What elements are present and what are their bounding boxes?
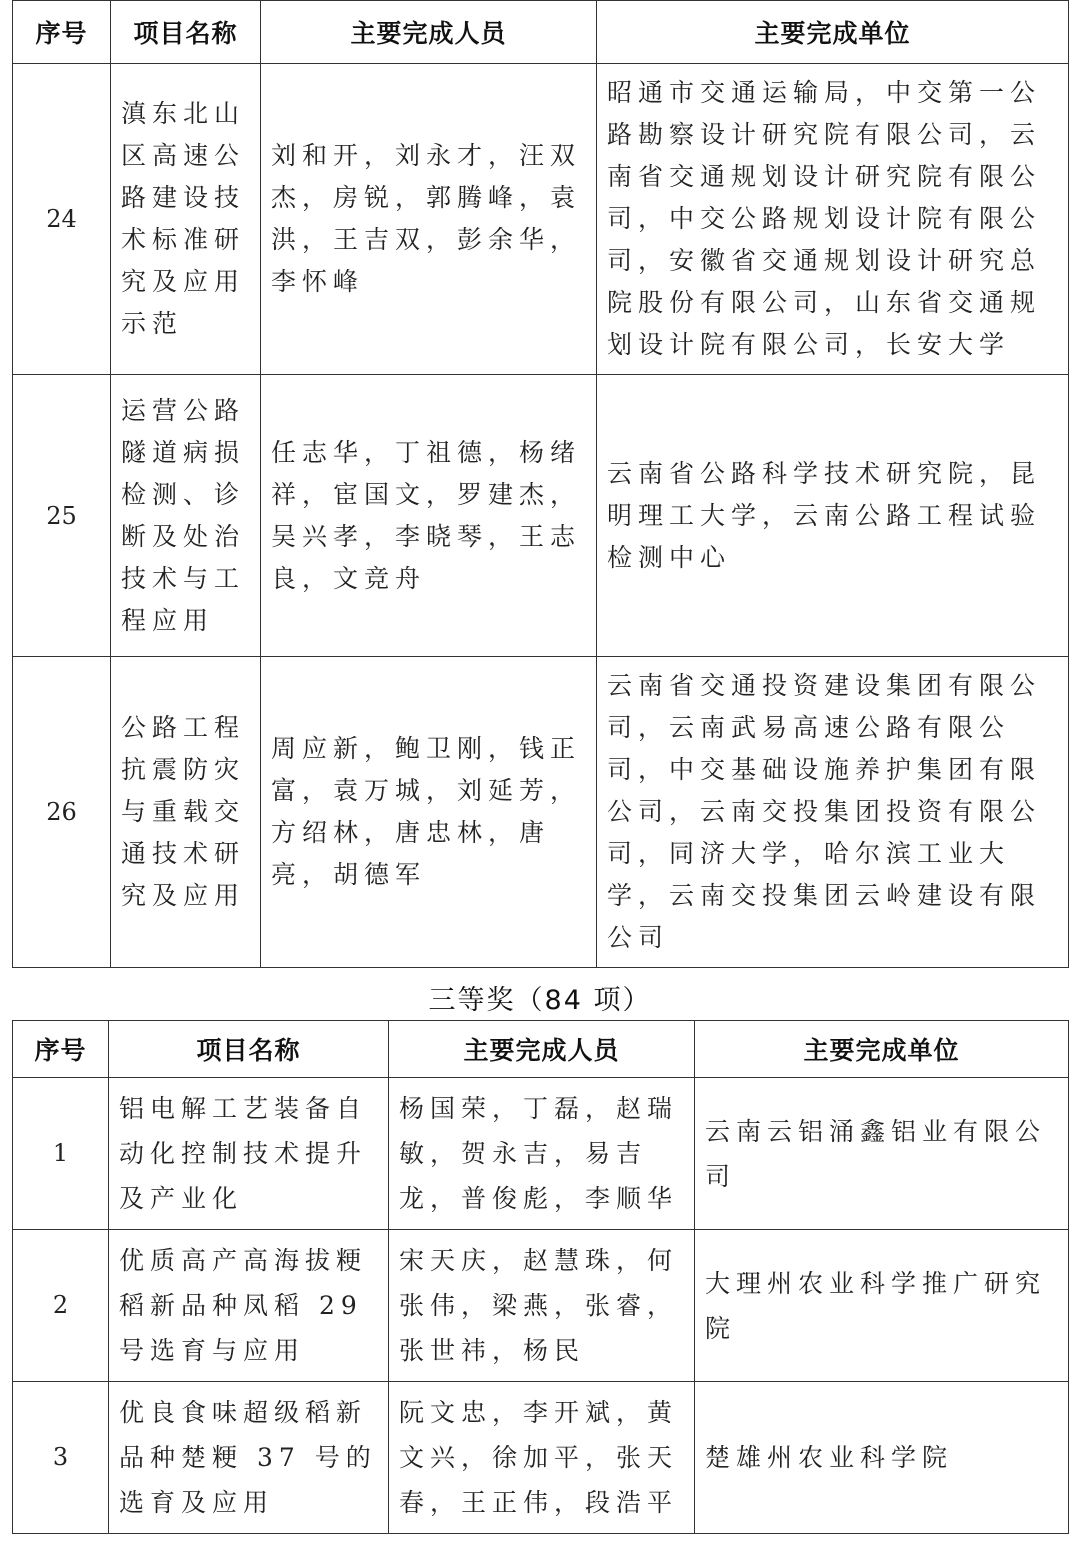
row-index: 26 [13, 657, 111, 968]
completers: 宋天庆，赵慧珠，何张伟，梁燕，张睿，张世祎，杨民 [389, 1230, 695, 1382]
completers: 刘和开，刘永才，汪双杰，房锐，郭腾峰，袁洪，王吉双，彭余华，李怀峰 [261, 64, 597, 375]
row-index: 1 [13, 1078, 109, 1230]
award-table-second-class [12, 0, 1069, 968]
completers: 阮文忠，李开斌，黄文兴，徐加平，张天春，王正伟，段浩平 [389, 1382, 695, 1534]
table-header-row [13, 1, 1069, 64]
award-table-third-class [12, 1020, 1069, 1534]
row-index: 2 [13, 1230, 109, 1382]
header-units: 主要完成单位 [695, 1021, 1069, 1078]
table-row [13, 1078, 1069, 1230]
header-units: 主要完成单位 [597, 1, 1069, 64]
row-index: 25 [13, 375, 111, 657]
units: 云南省公路科学技术研究院，昆明理工大学，云南公路工程试验检测中心 [597, 375, 1069, 657]
completers: 周应新，鲍卫刚，钱正富，袁万城，刘延芳，方绍林，唐忠林，唐亮，胡德军 [261, 657, 597, 968]
units: 楚雄州农业科学院 [695, 1382, 1069, 1534]
table-header-row [13, 1021, 1069, 1078]
header-index: 序号 [13, 1021, 109, 1078]
project-name: 滇东北山区高速公路建设技术标准研究及应用示范 [111, 64, 261, 375]
project-name: 公路工程抗震防灾与重载交通技术研究及应用 [111, 657, 261, 968]
row-index: 24 [13, 64, 111, 375]
units: 云南云铝涌鑫铝业有限公司 [695, 1078, 1069, 1230]
header-project: 项目名称 [111, 1, 261, 64]
header-index: 序号 [13, 1, 111, 64]
units: 云南省交通投资建设集团有限公司，云南武易高速公路有限公司，中交基础设施养护集团有限公司，云南交投集团投资有限公司，同济大学，哈尔滨工业大学，云南交投集团云岭建设有限公司 [597, 657, 1069, 968]
project-name: 运营公路隧道病损检测、诊断及处治技术与工程应用 [111, 375, 261, 657]
header-people: 主要完成人员 [389, 1021, 695, 1078]
completers: 任志华，丁祖德，杨绪祥，宦国文，罗建杰，吴兴孝，李晓琴，王志良，文竞舟 [261, 375, 597, 657]
table-row [13, 64, 1069, 375]
project-name: 优质高产高海拔粳稻新品种凤稻 29 号选育与应用 [109, 1230, 389, 1382]
table-row [13, 375, 1069, 657]
header-people: 主要完成人员 [261, 1, 597, 64]
section-title: 三等奖（84 项） [428, 985, 652, 1016]
completers: 杨国荣，丁磊，赵瑞敏，贺永吉，易吉龙，普俊彪，李顺华 [389, 1078, 695, 1230]
row-index: 3 [13, 1382, 109, 1534]
table-row [13, 1382, 1069, 1534]
table-row [13, 1230, 1069, 1382]
units: 昭通市交通运输局，中交第一公路勘察设计研究院有限公司，云南省交通规划设计研究院有限公司，中交公路规划设计院有限公司，安徽省交通规划设计研究总院股份有限公司，山东省交通规划设计院有限公司，长安大学 [597, 64, 1069, 375]
units: 大理州农业科学推广研究院 [695, 1230, 1069, 1382]
table-row [13, 657, 1069, 968]
project-name: 优良食味超级稻新品种楚粳 37 号的选育及应用 [109, 1382, 389, 1534]
project-name: 铝电解工艺装备自动化控制技术提升及产业化 [109, 1078, 389, 1230]
header-project: 项目名称 [109, 1021, 389, 1078]
